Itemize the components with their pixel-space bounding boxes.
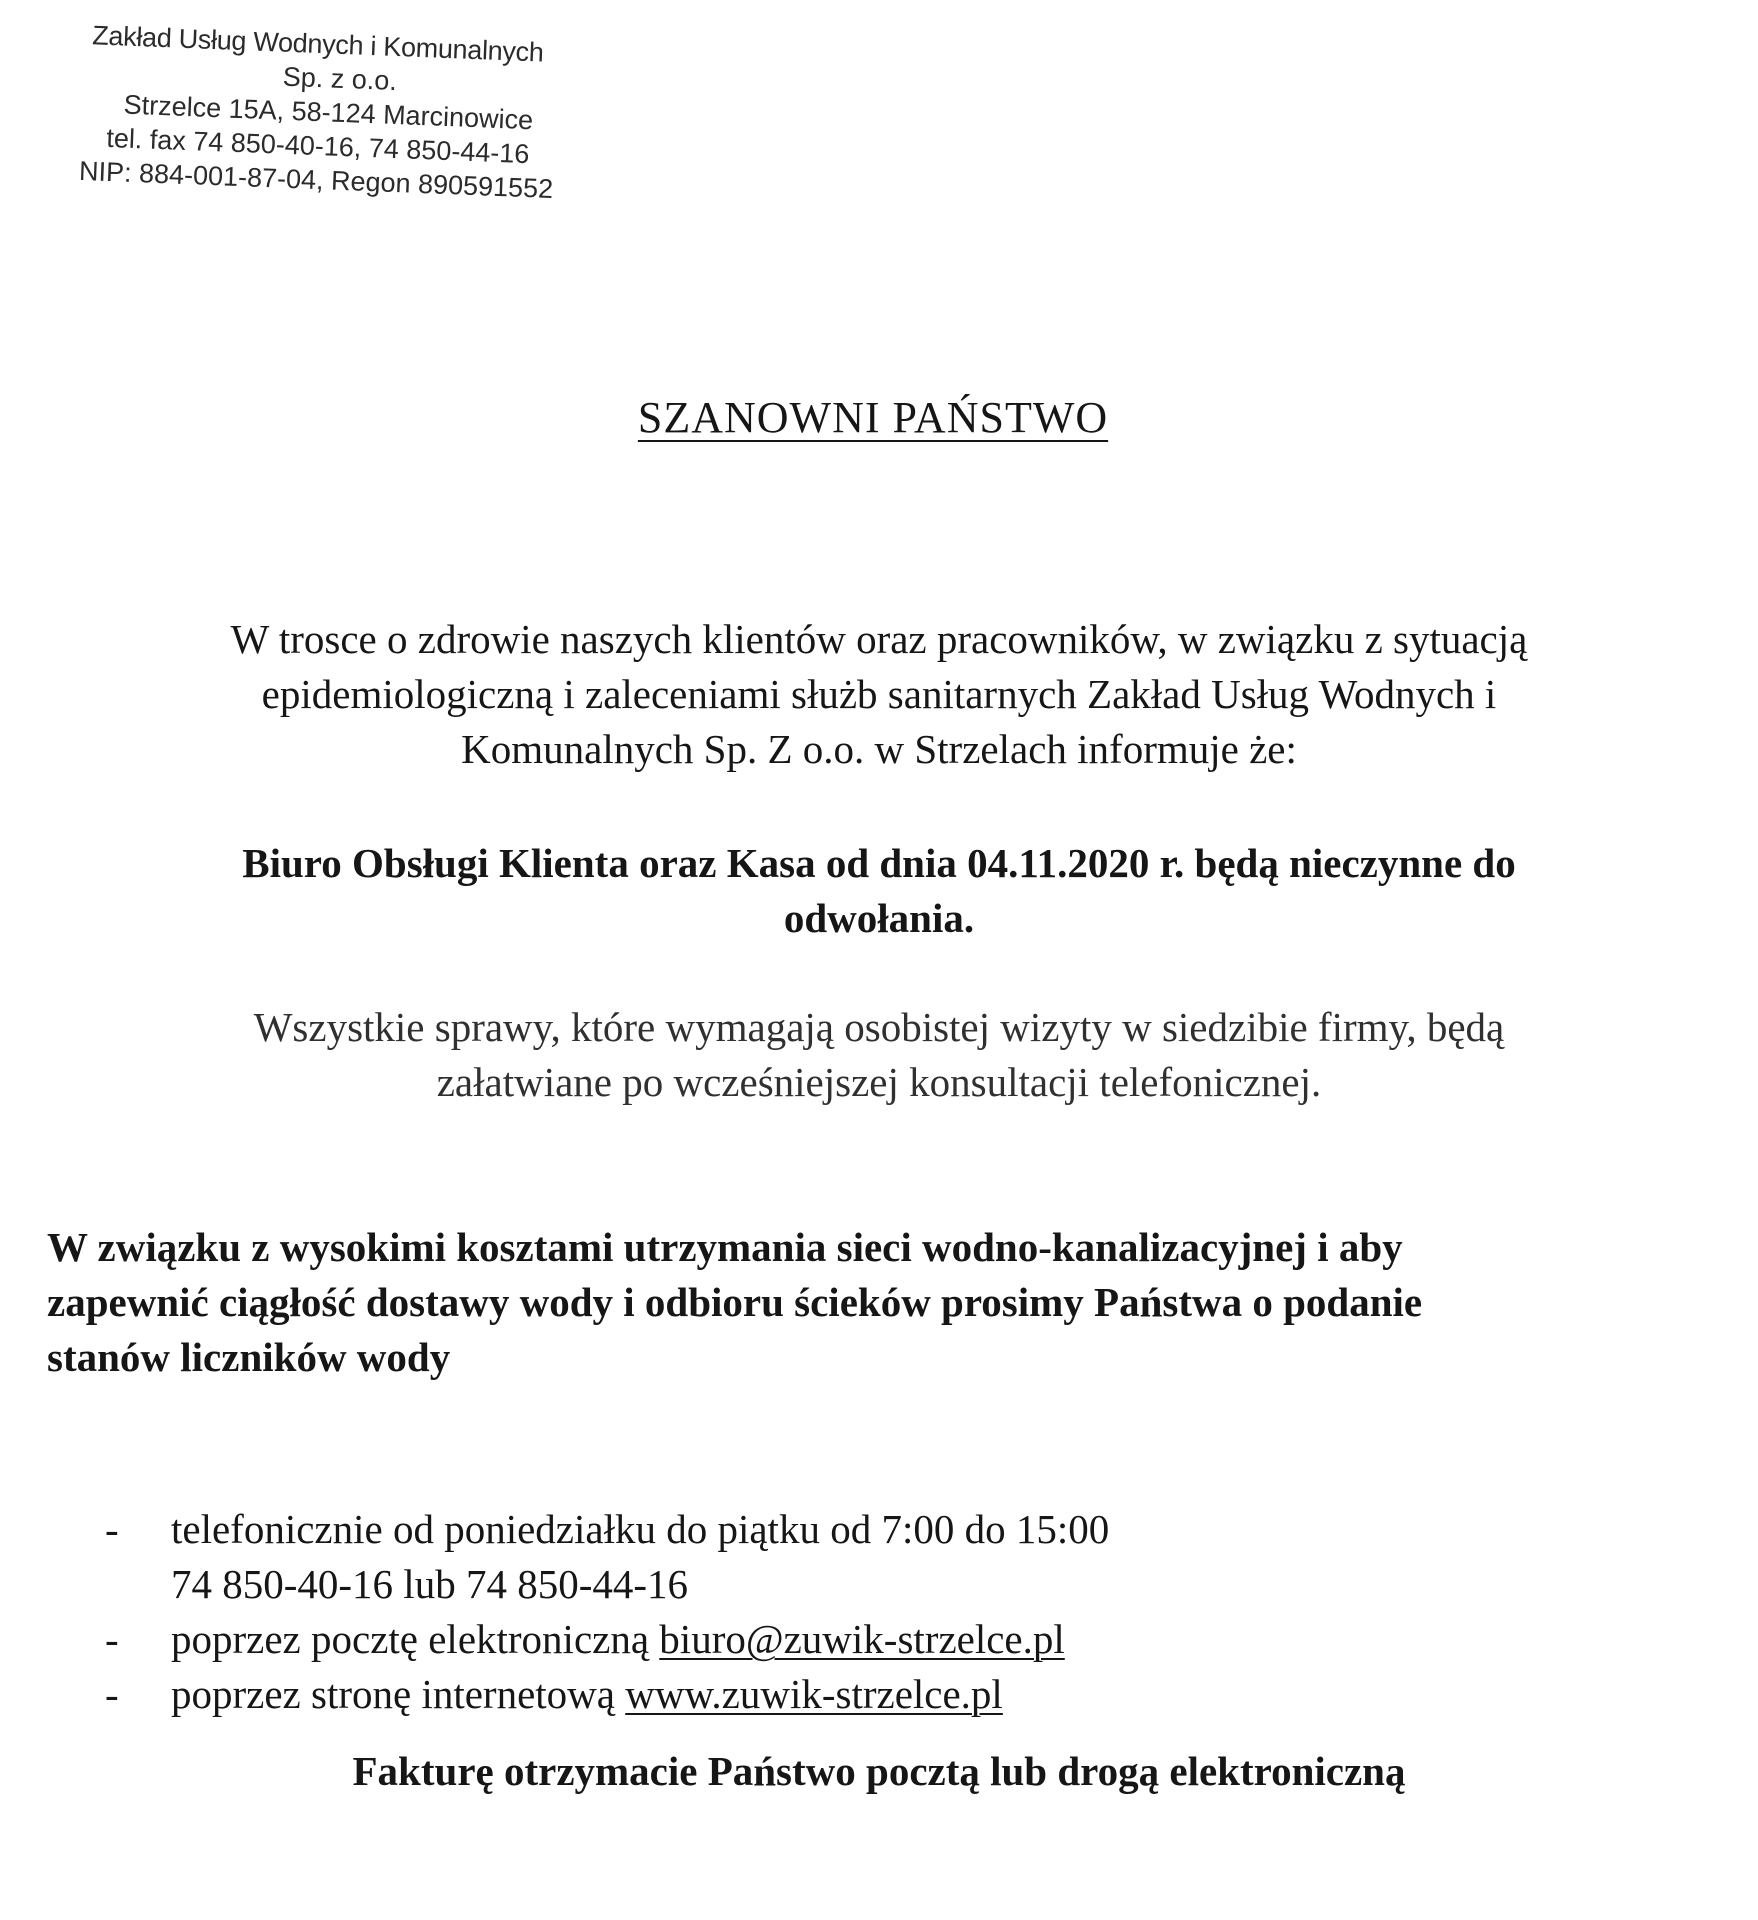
list-item-phone-numbers [105, 1557, 1505, 1612]
invoice-notice [0, 1744, 1758, 1799]
page-title-text: SZANOWNI PAŃSTWO [637, 393, 1109, 442]
invoice-text: Fakturę otrzymacie Państwo pocztą lub drogą elektroniczną [352, 1748, 1406, 1794]
email-link[interactable]: biuro@zuwik-strzelce.pl [659, 1616, 1065, 1662]
company-name: Zakład Usług Wodnych i Komunalnych [91, 20, 545, 68]
list-item-email [105, 1612, 1505, 1667]
page-title [0, 390, 1758, 446]
closure-line-2: odwołania. [783, 895, 975, 941]
company-tax-ids: NIP: 884-001-87-04, Regon 890591552 [78, 155, 554, 205]
company-address: Strzelce 15A, 58-124 Marcinowice [123, 89, 534, 136]
company-stamp [78, 18, 624, 209]
phone-numbers: 74 850-40-16 lub 74 850-44-16 [171, 1561, 689, 1607]
meter-reading-request [47, 1220, 1727, 1385]
email-label: poprzez pocztę elektroniczną [171, 1616, 660, 1662]
contact-methods-list [105, 1502, 1505, 1722]
intro-line-1: W trosce o zdrowie naszych klientów oraz pracowników, w związku z sytuacją [230, 616, 1528, 662]
email-item [171, 1612, 1505, 1667]
list-dash: - [105, 1506, 119, 1552]
company-phone: tel. fax 74 850-40-16, 74 850-44-16 [105, 122, 530, 170]
meters-line-3: stanów liczników wody [47, 1334, 451, 1380]
closure-line-1: Biuro Obsługi Klienta oraz Kasa od dnia 04.11.2020 r. będą nieczynne do [242, 840, 1516, 886]
intro-line-2: epidemiologiczną i zaleceniami służb sanitarnych Zakład Usług Wodnych i [261, 671, 1497, 717]
list-item-phone [105, 1502, 1505, 1557]
meters-line-2: zapewnić ciągłość dostawy wody i odbioru ścieków prosimy Państwa o podanie [47, 1279, 1423, 1325]
closure-notice [0, 836, 1758, 946]
visits-paragraph [0, 1000, 1758, 1110]
website-label: poprzez stronę internetową [171, 1671, 626, 1717]
website-item [171, 1667, 1505, 1722]
list-item-website [105, 1667, 1505, 1722]
intro-paragraph [0, 612, 1758, 777]
list-dash: - [105, 1671, 119, 1717]
phone-hours: telefonicznie od poniedziałku do piątku od 7:00 do 15:00 [171, 1506, 1110, 1552]
meters-line-1: W związku z wysokimi kosztami utrzymania sieci wodno-kanalizacyjnej i aby [47, 1224, 1403, 1270]
intro-line-3: Komunalnych Sp. Z o.o. w Strzelach informuje że: [461, 726, 1297, 772]
visits-line-2: załatwiane po wcześniejszej konsultacji telefonicznej. [436, 1059, 1322, 1105]
company-legal-form: Sp. z o.o. [282, 61, 398, 97]
website-link[interactable]: www.zuwik-strzelce.pl [625, 1671, 1003, 1717]
visits-line-1: Wszystkie sprawy, które wymagają osobistej wizyty w siedzibie firmy, będą [253, 1004, 1505, 1050]
list-dash: - [105, 1616, 119, 1662]
